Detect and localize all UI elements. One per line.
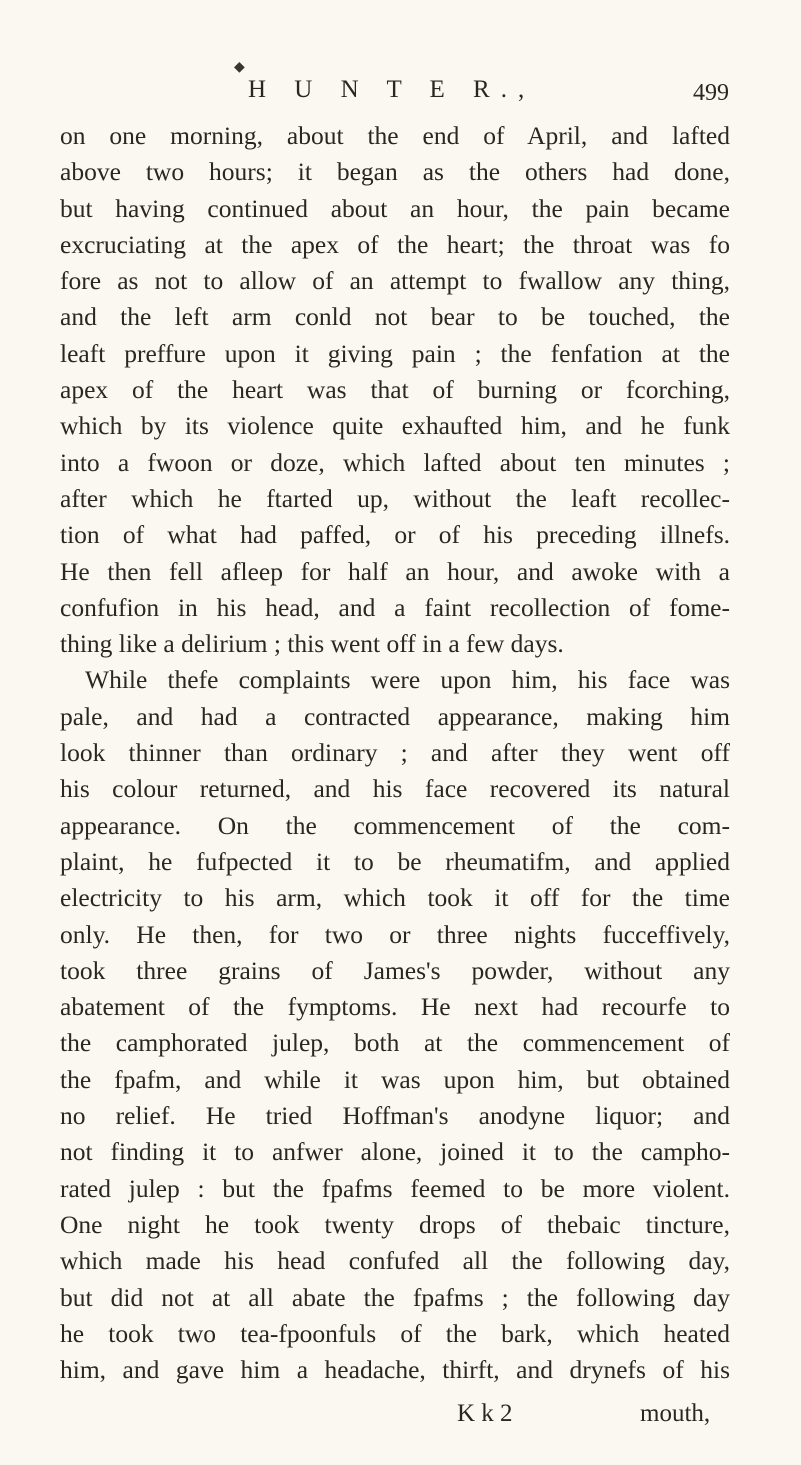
text-line: no relief. He tried Hoffman's anodyne liquor; and xyxy=(60,1101,730,1131)
text-line: excruciating at the apex of the heart; the throat was fo xyxy=(60,229,730,259)
text-line: into a fwoon or doze, which lafted about ten minutes ; xyxy=(60,447,730,477)
text-line: after which he ftarted up, without the leaft recollec- xyxy=(60,483,730,513)
text-line: fore as not to allow of an attempt to fwallow any thing, xyxy=(60,266,730,296)
text-line: the camphorated julep, both at the commencement of xyxy=(60,1028,730,1058)
text-line: but having continued about an hour, the pain became xyxy=(60,193,730,223)
text-line: which by its violence quite exhaufted him, and he funk xyxy=(60,411,730,441)
text-line: electricity to his arm, which took it off for the time xyxy=(60,883,730,913)
text-line: leaft preffure upon it giving pain ; the fenfation at the xyxy=(60,338,730,368)
catchword: mouth, xyxy=(640,1400,711,1427)
text-line: only. He then, for two or three nights fucceffively, xyxy=(60,919,730,949)
text-line: above two hours; it began as the others had done, xyxy=(60,157,730,187)
text-line: tion of what had paffed, or of his preceding illnefs. xyxy=(60,520,730,550)
ornament-mark: ◆ xyxy=(234,59,245,75)
text-line: thing like a delirium ; this went off in a few days. xyxy=(60,629,564,659)
text-line: plaint, he fufpected it to be rheumatifm, and applied xyxy=(60,846,730,876)
text-line: which made his head confufed all the following day, xyxy=(60,1246,730,1276)
text-line: him, and gave him a headache, thirft, and drynefs of his xyxy=(60,1355,730,1385)
text-line: While thefe complaints were upon him, his face was xyxy=(85,665,730,695)
text-line: the fpafm, and while it was upon him, but obtained xyxy=(60,1064,730,1094)
text-line: appearance. On the commencement of the com- xyxy=(60,810,730,840)
text-line: pale, and had a contracted appearance, making him xyxy=(60,701,730,731)
text-line: on one morning, about the end of April, and lafted xyxy=(60,121,730,150)
signature-mark: K k 2 xyxy=(457,1400,513,1427)
text-line: not finding it to anfwer alone, joined it to the campho- xyxy=(60,1137,730,1167)
page-number: 499 xyxy=(693,80,729,106)
text-line: and the left arm conld not bear to be touched, the xyxy=(60,302,730,332)
text-line: confufion in his head, and a faint recollection of fome- xyxy=(60,592,730,622)
text-line: One night he took twenty drops of thebaic tincture, xyxy=(60,1209,730,1239)
running-head: H U N T E R., xyxy=(248,76,536,103)
text-line: his colour returned, and his face recovered its natural xyxy=(60,774,730,804)
text-line: He then fell afleep for half an hour, and awoke with a xyxy=(60,556,730,586)
text-line: but did not at all abate the fpafms ; the following day xyxy=(60,1282,730,1312)
text-line: took three grains of James's powder, without any xyxy=(60,955,730,985)
text-line: he took two tea-fpoonfuls of the bark, which heated xyxy=(60,1318,730,1348)
text-line: abatement of the fymptoms. He next had recourfe to xyxy=(60,992,730,1022)
text-line: look thinner than ordinary ; and after they went off xyxy=(60,738,730,768)
text-line: rated julep : but the fpafms feemed to be more violent. xyxy=(60,1173,730,1203)
body-text xyxy=(60,118,730,1388)
text-line: apex of the heart was that of burning or fcorching, xyxy=(60,375,730,405)
